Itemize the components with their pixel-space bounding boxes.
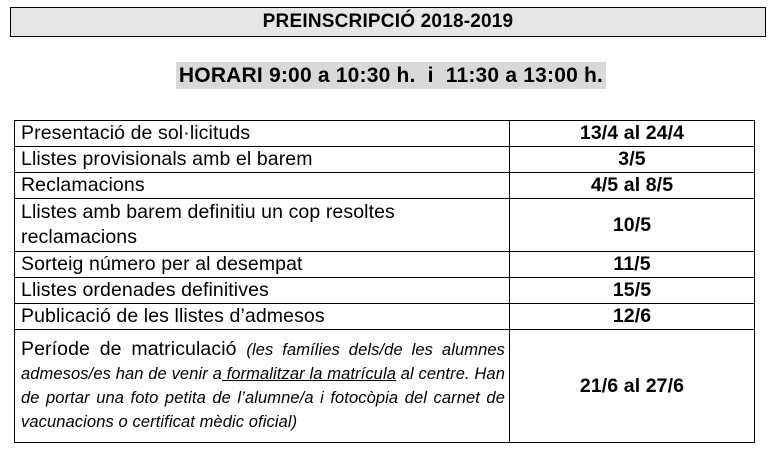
enrollment-note-after: al centre. Han de portar una foto petita de l’alumne/a i fotocòpia del carnet de vacunacions o certificat mèdic oficial) xyxy=(21,365,505,431)
enrollment-cell xyxy=(15,330,510,443)
enrollment-date: 21/6 al 27/6 xyxy=(510,330,755,443)
enrollment-note-underlined: formalitzar la matrícula xyxy=(221,365,396,383)
row-label: Sorteig número per al desempat xyxy=(15,252,510,278)
enrollment-note-before: (les famílies dels/de les alumnes admesos/es han de venir a xyxy=(21,341,505,383)
row-label: Reclamacions xyxy=(15,173,510,199)
row-date: 12/6 xyxy=(510,304,755,330)
table-row xyxy=(15,278,755,304)
row-label: Llistes provisionals amb el barem xyxy=(15,147,510,173)
table-row xyxy=(15,173,755,199)
table-row xyxy=(15,199,755,252)
row-date: 11/5 xyxy=(510,252,755,278)
table-row xyxy=(15,304,755,330)
row-label: Publicació de les llistes d’admesos xyxy=(15,304,510,330)
table-row-enrollment xyxy=(15,330,755,443)
row-label: Presentació de sol·licituds xyxy=(15,121,510,147)
table-row xyxy=(15,252,755,278)
table-row xyxy=(15,121,755,147)
calendar-table xyxy=(14,120,755,443)
row-date: 15/5 xyxy=(510,278,755,304)
title-text: PREINSCRIPCIÓ 2018-2019 xyxy=(262,11,514,32)
enrollment-label: Període de matriculació xyxy=(21,338,237,360)
page-title xyxy=(10,7,766,37)
schedule-text: HORARI 9:00 a 10:30 h. i 11:30 a 13:00 h. xyxy=(176,62,606,89)
row-date: 13/4 al 24/4 xyxy=(510,121,755,147)
row-label: Llistes amb barem definitiu un cop resoltes reclamacions xyxy=(15,199,510,252)
row-label: Llistes ordenades definitives xyxy=(15,278,510,304)
table-row xyxy=(15,147,755,173)
schedule-banner xyxy=(0,64,782,88)
row-date: 3/5 xyxy=(510,147,755,173)
row-date: 10/5 xyxy=(510,199,755,252)
row-date: 4/5 al 8/5 xyxy=(510,173,755,199)
